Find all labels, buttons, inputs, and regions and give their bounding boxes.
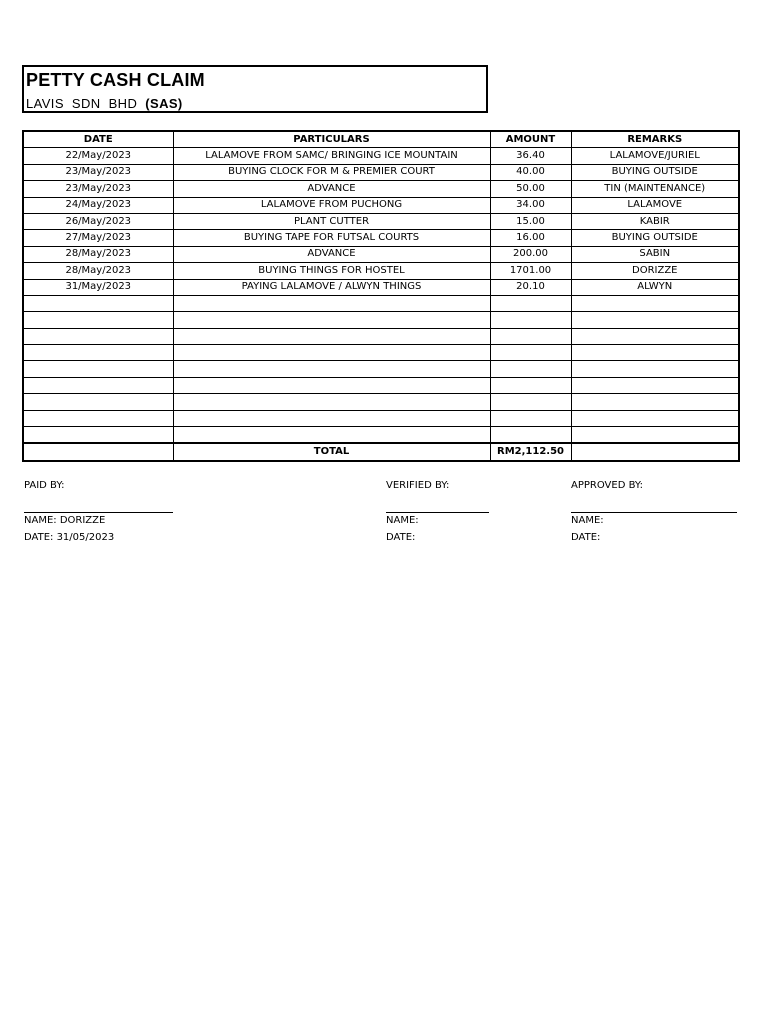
- verified-name: NAME:: [386, 515, 419, 526]
- table-row-empty: [23, 345, 739, 361]
- cell-remarks: [571, 361, 739, 377]
- title-box: [22, 65, 488, 113]
- cell-remarks: [571, 295, 739, 311]
- cell-date: 22/May/2023: [23, 148, 173, 164]
- cell-particulars: ADVANCE: [173, 246, 490, 262]
- cell-date: [23, 312, 173, 328]
- cell-date: 27/May/2023: [23, 230, 173, 246]
- cell-date: [23, 394, 173, 410]
- table-row: [23, 213, 739, 229]
- cell-remarks: [571, 427, 739, 444]
- table-row-empty: [23, 410, 739, 426]
- cell-remarks: BUYING OUTSIDE: [571, 164, 739, 180]
- cell-particulars: [173, 345, 490, 361]
- cell-amount: [490, 312, 571, 328]
- table-row-empty: [23, 377, 739, 393]
- cell-particulars: LALAMOVE FROM PUCHONG: [173, 197, 490, 213]
- cell-amount: 15.00: [490, 213, 571, 229]
- cell-date: [23, 295, 173, 311]
- cell-amount: [490, 361, 571, 377]
- approved-date: DATE:: [571, 532, 601, 543]
- cell-remarks: [571, 394, 739, 410]
- cell-remarks: SABIN: [571, 246, 739, 262]
- total-amount: RM2,112.50: [490, 443, 571, 460]
- column-header-particulars: PARTICULARS: [173, 131, 490, 148]
- cell-particulars: [173, 427, 490, 444]
- verified-by-label: VERIFIED BY:: [386, 480, 450, 491]
- company-name-line: [26, 96, 183, 111]
- cell-amount: 34.00: [490, 197, 571, 213]
- cell-amount: [490, 295, 571, 311]
- cell-amount: 40.00: [490, 164, 571, 180]
- cell-date: [23, 345, 173, 361]
- cell-remarks: [571, 312, 739, 328]
- cell-amount: [490, 394, 571, 410]
- cell-particulars: PLANT CUTTER: [173, 213, 490, 229]
- cell-date: 28/May/2023: [23, 246, 173, 262]
- cell-date: 24/May/2023: [23, 197, 173, 213]
- cell-particulars: [173, 328, 490, 344]
- column-header-remarks: REMARKS: [571, 131, 739, 148]
- verified-signature-line: [386, 512, 489, 513]
- table-row-empty: [23, 361, 739, 377]
- cell-particulars: [173, 410, 490, 426]
- cell-particulars: [173, 361, 490, 377]
- paid-by-label: PAID BY:: [24, 480, 65, 491]
- cell-date: [23, 427, 173, 444]
- cell-particulars: [173, 295, 490, 311]
- cell-amount: 36.40: [490, 148, 571, 164]
- cell-date: 23/May/2023: [23, 164, 173, 180]
- cell-remarks: LALAMOVE/JURIEL: [571, 148, 739, 164]
- cell-amount: [490, 410, 571, 426]
- cell-remarks: TIN (MAINTENANCE): [571, 181, 739, 197]
- document-title: PETTY CASH CLAIM: [26, 70, 205, 90]
- cell-remarks: KABIR: [571, 213, 739, 229]
- cell-date: 31/May/2023: [23, 279, 173, 295]
- company-code: (SAS): [145, 96, 183, 111]
- table-row-empty: [23, 394, 739, 410]
- cell-particulars: [173, 312, 490, 328]
- cell-particulars: [173, 394, 490, 410]
- approved-by-label: APPROVED BY:: [571, 480, 644, 491]
- cell-particulars: BUYING TAPE FOR FUTSAL COURTS: [173, 230, 490, 246]
- cell-date: [23, 361, 173, 377]
- table-row-empty: [23, 312, 739, 328]
- table-row: [23, 148, 739, 164]
- table-row-empty: [23, 295, 739, 311]
- cell-amount: 20.10: [490, 279, 571, 295]
- cell-particulars: PAYING LALAMOVE / ALWYN THINGS: [173, 279, 490, 295]
- cell-remarks: BUYING OUTSIDE: [571, 230, 739, 246]
- table-row-empty: [23, 427, 739, 444]
- cell-date: 23/May/2023: [23, 181, 173, 197]
- claims-table: [22, 130, 740, 462]
- cell-amount: 1701.00: [490, 263, 571, 279]
- cell-remarks: ALWYN: [571, 279, 739, 295]
- total-row: [23, 443, 739, 460]
- table-row: [23, 164, 739, 180]
- cell-particulars: ADVANCE: [173, 181, 490, 197]
- cell-remarks: LALAMOVE: [571, 197, 739, 213]
- cell-remarks: [571, 345, 739, 361]
- table-row: [23, 197, 739, 213]
- approved-name: NAME:: [571, 515, 604, 526]
- cell-remarks: [571, 410, 739, 426]
- total-blank-cell: [23, 443, 173, 460]
- paid-signature-line: [24, 512, 173, 513]
- cell-remarks: [571, 377, 739, 393]
- cell-remarks: [571, 328, 739, 344]
- table-row-empty: [23, 328, 739, 344]
- cell-date: 28/May/2023: [23, 263, 173, 279]
- cell-remarks: DORIZZE: [571, 263, 739, 279]
- cell-amount: [490, 328, 571, 344]
- verified-date: DATE:: [386, 532, 416, 543]
- table-header-row: [23, 131, 739, 148]
- cell-amount: [490, 427, 571, 444]
- table-row: [23, 279, 739, 295]
- cell-particulars: BUYING CLOCK FOR M & PREMIER COURT: [173, 164, 490, 180]
- cell-date: 26/May/2023: [23, 213, 173, 229]
- cell-amount: 200.00: [490, 246, 571, 262]
- total-remarks-cell: [571, 443, 739, 460]
- table-row: [23, 230, 739, 246]
- cell-amount: [490, 345, 571, 361]
- total-label: TOTAL: [173, 443, 490, 460]
- paid-date: DATE: 31/05/2023: [24, 532, 115, 543]
- cell-amount: 16.00: [490, 230, 571, 246]
- approved-signature-line: [571, 512, 737, 513]
- cell-particulars: [173, 377, 490, 393]
- cell-date: [23, 377, 173, 393]
- cell-particulars: BUYING THINGS FOR HOSTEL: [173, 263, 490, 279]
- column-header-amount: AMOUNT: [490, 131, 571, 148]
- cell-date: [23, 328, 173, 344]
- cell-amount: [490, 377, 571, 393]
- company-name: LAVIS SDN BHD: [26, 96, 138, 111]
- column-header-date: DATE: [23, 131, 173, 148]
- cell-date: [23, 410, 173, 426]
- table-row: [23, 263, 739, 279]
- table-row: [23, 181, 739, 197]
- cell-amount: 50.00: [490, 181, 571, 197]
- paid-name: NAME: DORIZZE: [24, 515, 106, 526]
- table-row: [23, 246, 739, 262]
- cell-particulars: LALAMOVE FROM SAMC/ BRINGING ICE MOUNTAIN: [173, 148, 490, 164]
